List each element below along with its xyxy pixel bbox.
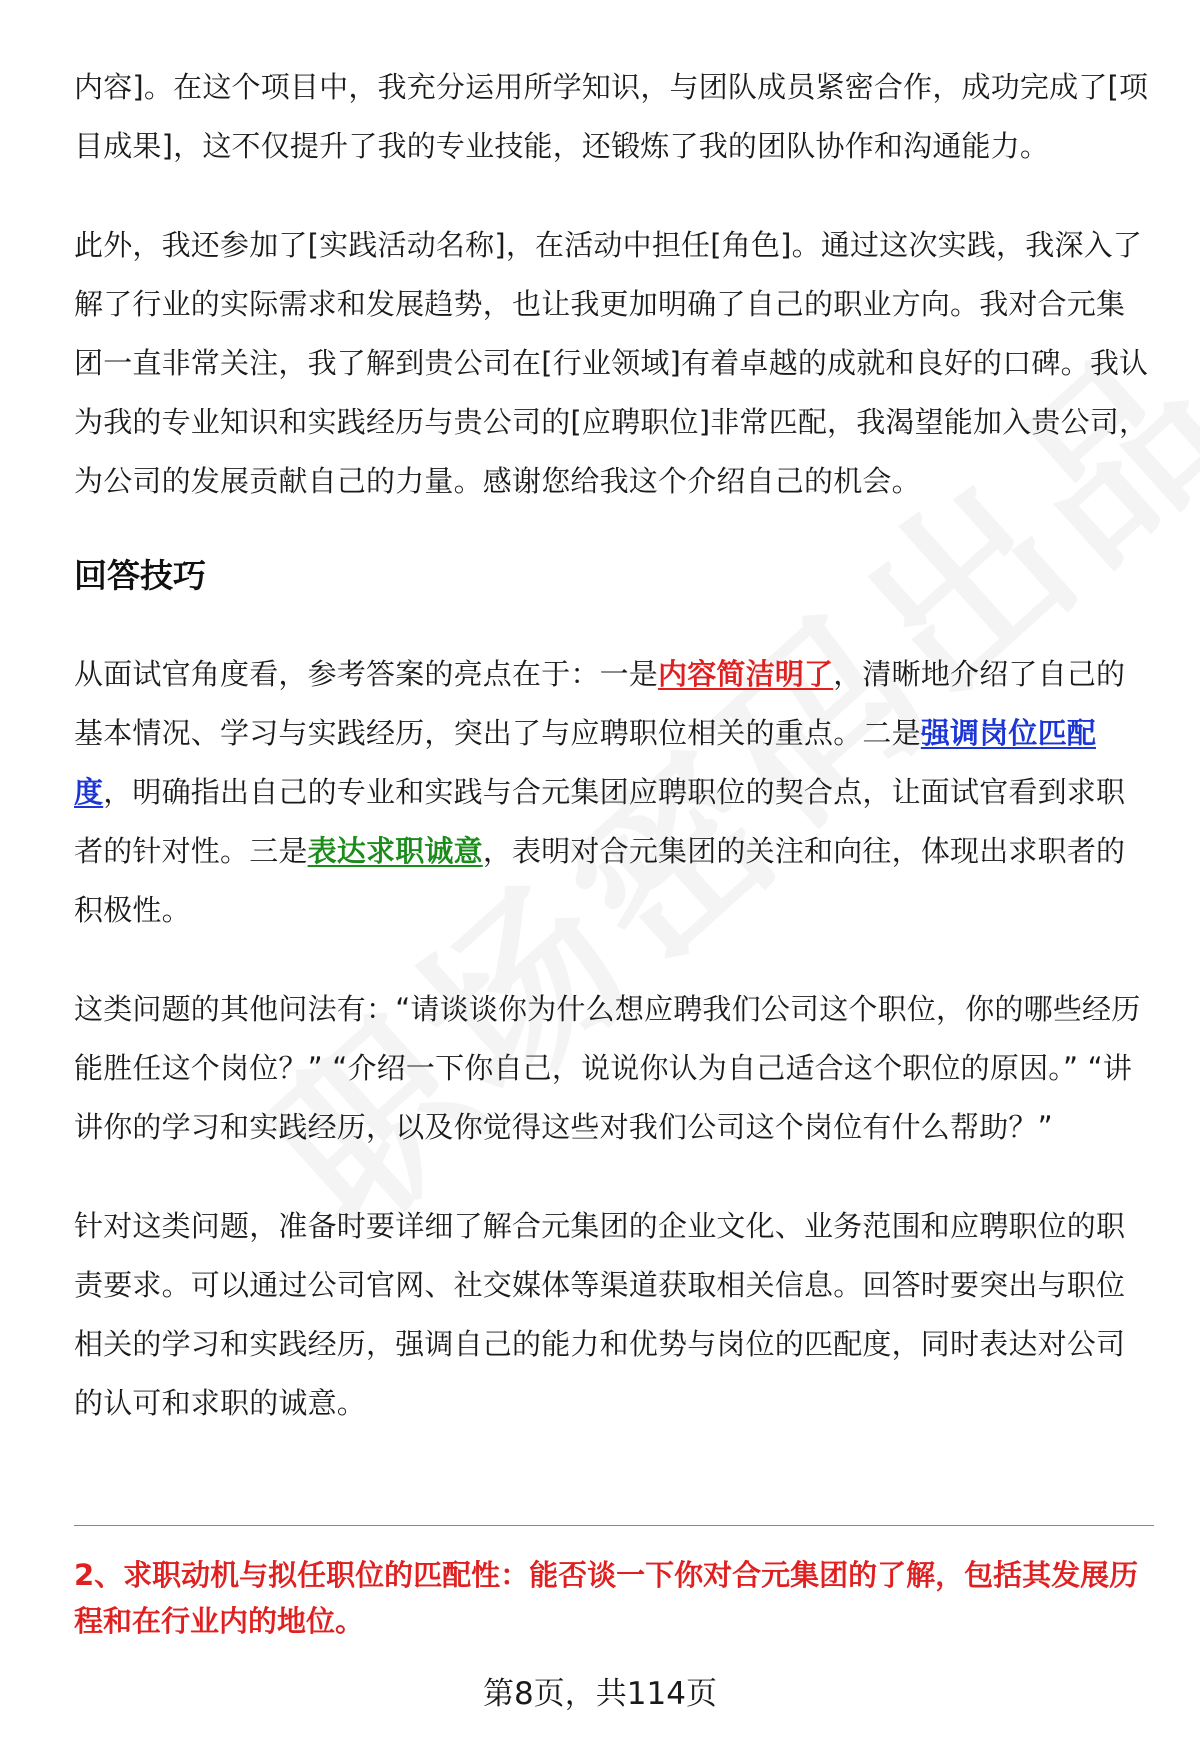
next-question: 2、求职动机与拟任职位的匹配性：能否谈一下你对合元集团的了解，包括其发展历程和在行业内的地位。 bbox=[74, 1558, 1139, 1638]
intro-paragraph-2: 此外，我还参加了[实践活动名称]，在活动中担任[角色]。通过这次实践，我深入了解了行业的实际需求和发展趋势，也让我更加明确了自己的职业方向。我对合元集团一直非常关注，我了解到贵公司在[行业领域]有着卓越的成就和良好的口碑。我认为我的专业知识和实践经历与贵公司的[应聘职位]非常匹配，我渴望能加入贵公司，为公司的发展贡献自己的力量。感谢您给我这个介绍自己的机会。 bbox=[74, 228, 1149, 498]
highlight-sincerity: 表达求职诚意 bbox=[307, 834, 483, 868]
highlight-concise: 内容简洁明了 bbox=[658, 657, 834, 691]
highlight-match: 强调岗位匹配度 bbox=[74, 716, 1097, 809]
tips-paragraph-3: 针对这类问题，准备时要详细了解合元集团的企业文化、业务范围和应聘职位的职责要求。可以通过公司官网、社交媒体等渠道获取相关信息。回答时要突出与职位相关的学习和实践经历，强调自己的能力和优势与岗位的匹配度，同时表达对公司的认可和求职的诚意。 bbox=[74, 1209, 1126, 1420]
tips-text-d: ，表明对合元集团的关注和向往，体现出求职者的积极性。 bbox=[74, 834, 1126, 927]
tips-paragraph-2: 这类问题的其他问法有：“请谈谈你为什么想应聘我们公司这个职位，你的哪些经历能胜任这个岗位？” “介绍一下你自己，说说你认为自己适合这个职位的原因。” “讲讲你的学习和实践经历，以及你觉得这些对我们公司这个岗位有什么帮助？” bbox=[74, 992, 1141, 1144]
document-body bbox=[74, 58, 1154, 1473]
section-divider bbox=[74, 1525, 1154, 1526]
tips-text-c: ，明确指出自己的专业和实践与合元集团应聘职位的契合点，让面试官看到求职者的针对性。三是 bbox=[74, 775, 1126, 868]
tips-text-a: 从面试官角度看，参考答案的亮点在于：一是 bbox=[74, 657, 659, 691]
tips-paragraph-1 bbox=[74, 645, 1154, 940]
section-heading: 回答技巧 bbox=[74, 556, 206, 595]
tips-text-b: ，清晰地介绍了自己的基本情况、学习与实践经历，突出了与应聘职位相关的重点。二是 bbox=[74, 657, 1126, 750]
intro-paragraph-1: 内容]。在这个项目中，我充分运用所学知识，与团队成员紧密合作，成功完成了[项目成果]，这不仅提升了我的专业技能，还锻炼了我的团队协作和沟通能力。 bbox=[74, 70, 1149, 163]
page-number: 第8页，共114页 bbox=[483, 1676, 717, 1712]
